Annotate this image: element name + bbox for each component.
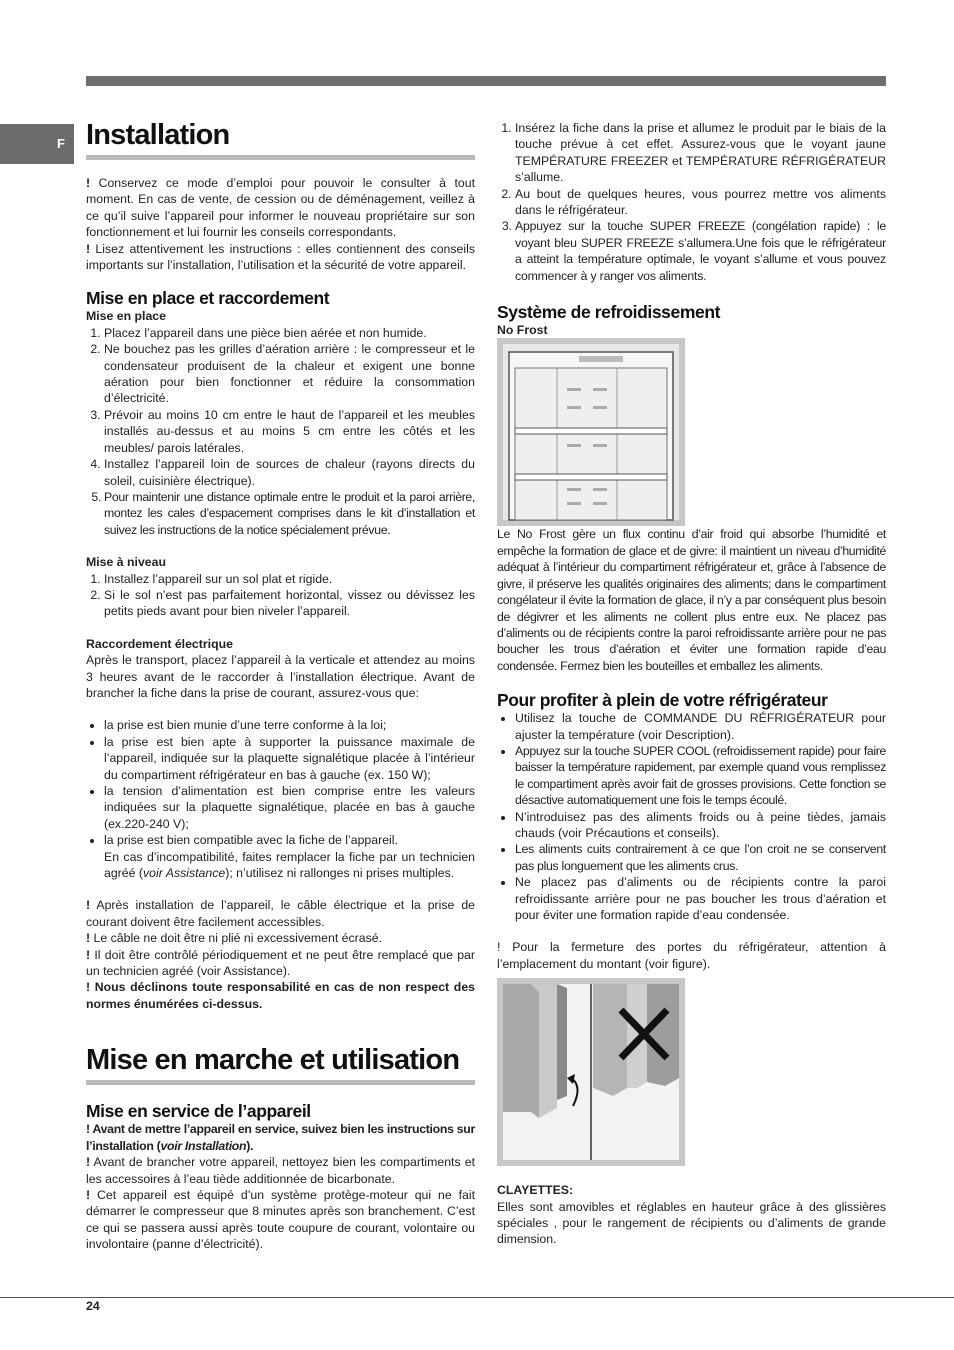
left-column (86, 118, 475, 1253)
raccordement-list (86, 717, 475, 881)
list-item: • Utilisez la touche de COMMANDE DU RÉFRIGÉRATEUR pour ajuster la température (voir Description). (515, 710, 886, 743)
no-frost-text: Le No Frost gère un flux continu d’air froid qui absorbe l’humidité et empêche la formation de glace et de givre: il maintient un niveau d’humidité adéquat à l’intérieur du compartiment réfrigérateur et, grâce à l’absence de givre, il préserve les qualités originaires des aliments; dans le compartiment congélateur il évite la formation de glace, il n’y a par conséquent plus besoin de dégivrer et les aliments ne collent plus entre eux. Ne placez pas d’aliments ou de récipients contre la paroi refroidissante arrière pour ne pas boucher les trous d’aération et éviter une formation rapide d’eau condensée. Fermez bien les bouteilles et emballez les aliments. (497, 527, 886, 673)
service-text-2: ! Avant de brancher votre appareil, nettoyez bien les compartiments et les accessoires à l’eau tiède additionnée de bicarbonate. (86, 1155, 475, 1186)
clayettes-text: Elles sont amovibles et réglables en hauteur grâce à des glissières spéciales , pour le rangement de récipients ou d’aliments de grande dimension. (497, 1199, 886, 1247)
list-item: 4. Installez l’appareil loin de sources de chaleur (rayons directs du soleil, cuisinière électrique). (104, 456, 475, 489)
warning-1: ! Après installation de l’appareil, le câble électrique et la prise de courant doivent être facilement accessibles. (86, 898, 475, 929)
clayettes-heading: CLAYETTES: (497, 1183, 574, 1198)
list-item: 3. Prévoir au moins 10 cm entre le haut de l’appareil et les meubles installés au-dessus et au moins 5 cm entre les côtés et les meubles/ parois latérales. (104, 407, 475, 456)
right-column (497, 120, 886, 1248)
mise-en-place-list (86, 325, 475, 538)
no-frost-illustration (497, 338, 685, 526)
door-mullion-icon (497, 978, 685, 1166)
list-item: 2. Au bout de quelques heures, vous pourrez mettre vos aliments dans le réfrigérateur. (515, 186, 886, 219)
no-frost-subheading: No Frost (497, 323, 548, 338)
installation-title: Installation (86, 118, 475, 160)
niveau-heading: Mise à niveau (86, 555, 166, 570)
profiter-list (497, 710, 886, 923)
warning-3: ! Il doit être contrôlé périodiquement et ne peut être remplacé que par un technicien agréé (voir Assistance). (86, 947, 475, 979)
list-item: • Les aliments cuits contrairement à ce que l’on croit ne se conservent pas plus longuement que les aliments crus. (515, 841, 886, 874)
list-item: 2. Si le sol n’est pas parfaitement horizontal, vissez ou dévissez les petits pieds avant pour bien niveler l’appareil. (104, 587, 475, 620)
page-number: 24 (86, 1299, 100, 1313)
warning-2: ! Le câble ne doit être ni plié ni excessivement écrasé. (86, 931, 382, 946)
door-note: ! Pour la fermeture des portes du réfrigérateur, attention à l’emplacement du montant (voir figure). (497, 940, 886, 971)
niveau-list (86, 571, 475, 620)
raccordement-text: Après le transport, placez l’appareil à la verticale et attendez au moins 3 heures avant de le raccorder à l’installation électrique. Avant de brancher la fiche dans la prise de courant, assurez-vous que: (86, 653, 475, 700)
profiter-heading: Pour profiter à plein de votre réfrigérateur (497, 690, 828, 711)
service-text-3: ! Cet appareil est équipé d’un système protège-moteur qui ne fait démarrer le compresseur que 8 minutes après son branchement. C’est ce qui se passera aussi après toute coupure de courant, volontaire ou involontaire (panne d’électricité). (86, 1187, 475, 1252)
mise-en-place-heading: Mise en place (86, 309, 166, 324)
list-item: • N’introduisez pas des aliments froids ou à peine tièdes, jamais chauds (voir Précautions et conseils). (515, 809, 886, 842)
list-item: 2. Ne bouchez pas les grilles d’aération arrière : le compresseur et le condensateur produisent de la chaleur et exigent une bonne aération pour bien fonctionner et réduire la consommation d’électricité. (104, 341, 475, 407)
list-item: • la tension d’alimentation est bien comprise entre les valeurs indiquées sur la plaquette signalétique, placée en bas à gauche (ex.220-240 V); (104, 783, 475, 832)
fridge-interior-icon (497, 338, 685, 526)
list-item: 1. Insérez la fiche dans la prise et allumez le produit par le biais de la touche prévue à cet effet. Assurez-vous que le voyant jaune TEMPÉRATURE FREEZER et TEMPÉRATURE RÉFRIGÉRATEUR s’allume. (515, 120, 886, 186)
language-tab-letter: F (57, 136, 65, 151)
list-item: 1. Installez l’appareil sur un sol plat et rigide. (104, 571, 475, 587)
list-item: • Ne placez pas d’aliments ou de récipients contre la paroi refroidissante arrière pour ne pas boucher les trous d’aération et pour éviter une formation rapide d’eau condensée. (515, 874, 886, 923)
bottom-rule (0, 1297, 954, 1298)
list-item: • la prise est bien apte à supporter la puissance maximale de l’appareil, indiquée sur la plaquette signalétique placée à l’intérieur du compartiment réfrigérateur en bas à gauche (ex. 150 W); (104, 734, 475, 783)
list-item: 3. Appuyez sur la touche SUPER FREEZE (congélation rapide) : le voyant bleu SUPER FREEZE s’allumera.Une fois que le réfrigérateur a atteint la température optimale, le voyant s’allume et vous pouvez commencer à y ranger vos aliments. (515, 218, 886, 284)
installation-intro-2: ! Lisez attentivement les instructions : elles contiennent des conseils importants sur l’installation, l’utilisation et la sécurité de votre appareil. (86, 241, 475, 273)
installation-intro-1: ! Conservez ce mode d’emploi pour pouvoir le consulter à tout moment. En cas de vente, de cession ou de déménagement, veillez à ce qu’il suive l’appareil pour informer le nouveau propriétaire sur son fonctionnement et lui fournir les conseils correspondants. (86, 176, 475, 240)
mise-en-marche-title: Mise en marche et utilisation (86, 1043, 475, 1085)
list-item: • Appuyez sur la touche SUPER COOL (refroidissement rapide) pour faire baisser la température rapidement, par exemple quand vous remplissez le compartiment après avoir fait de grosses provisions. Cette fonction se désactive automatiquement une fois le temps écoulé. (515, 743, 886, 809)
service-heading: Mise en service de l’appareil (86, 1101, 311, 1122)
door-illustration (497, 978, 685, 1166)
systeme-heading: Système de refroidissement (497, 302, 721, 323)
list-item: 1. Placez l’appareil dans une pièce bien aérée et non humide. (104, 325, 475, 341)
list-item: 5. Pour maintenir une distance optimale entre le produit et la paroi arrière, montez les cales d’espacement comprises dans le kit d’installation et suivez les instructions de la notice spécialement prévue. (104, 489, 475, 538)
list-item: • la prise est bien compatible avec la fiche de l’appareil. En cas d’incompatibilité, faites remplacer la fiche par un technicien agréé (voir Assistance); n’utilisez ni rallonges ni prises multiples. (104, 832, 475, 881)
top-rule (86, 76, 886, 86)
language-tab (0, 124, 74, 164)
raccordement-heading: Raccordement électrique (86, 636, 233, 651)
placement-heading: Mise en place et raccordement (86, 288, 330, 309)
warning-4: ! Nous déclinons toute responsabilité en cas de non respect des normes énumérées ci-dessus. (86, 980, 475, 1011)
list-item: • la prise est bien munie d’une terre conforme à la loi; (104, 717, 475, 733)
startup-steps (497, 120, 886, 284)
service-warning: ! Avant de mettre l’appareil en service, suivez bien les instructions sur l’installation (voir Installation). (86, 1122, 475, 1153)
